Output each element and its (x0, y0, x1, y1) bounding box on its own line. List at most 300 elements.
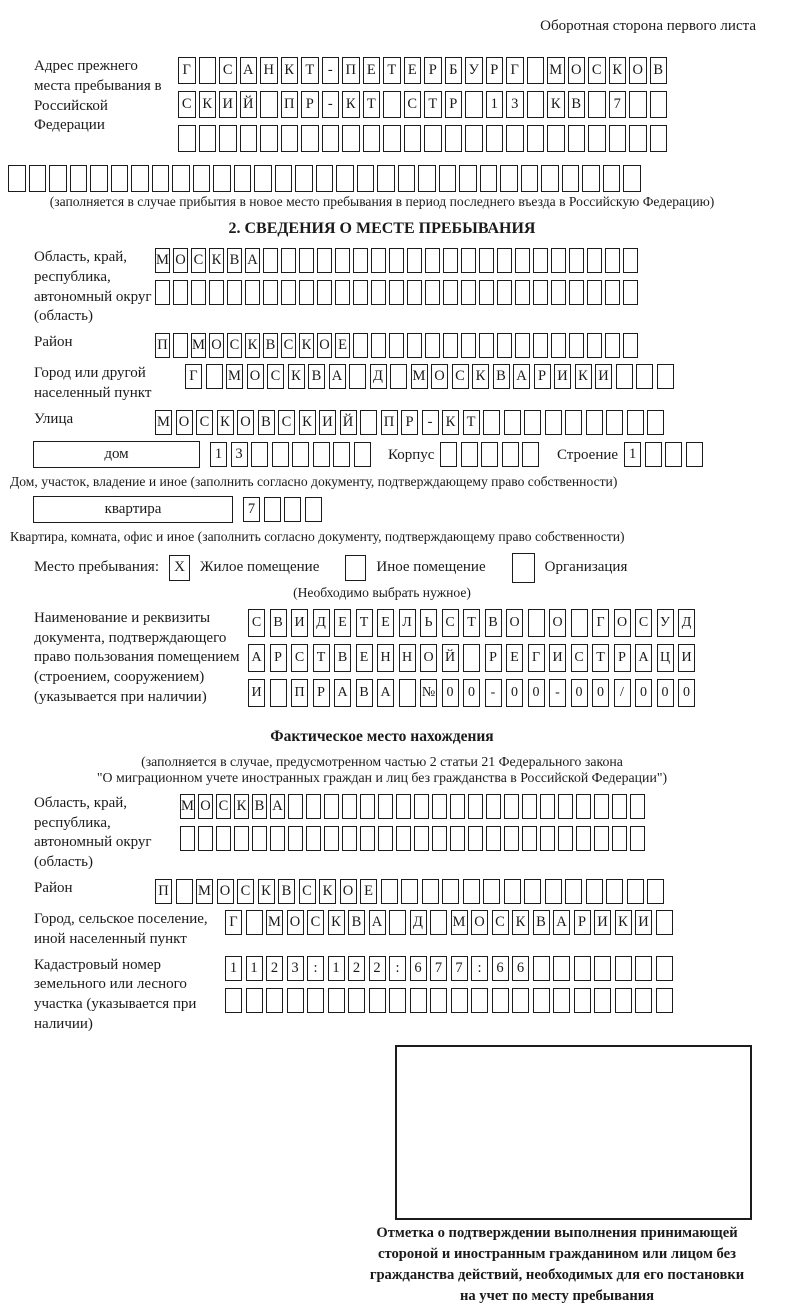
char-cell: : (389, 956, 406, 981)
char-cell: В (493, 364, 510, 389)
char-cell (360, 826, 375, 851)
char-cell: Е (334, 609, 351, 637)
char-cell (582, 165, 600, 192)
char-cell (443, 333, 458, 358)
char-cell: Г (592, 609, 609, 637)
char-cell (588, 91, 606, 118)
char-cell (335, 280, 350, 305)
char-cell (251, 442, 268, 467)
char-cell (609, 125, 627, 152)
char-cell (502, 442, 519, 467)
district-cells (155, 333, 641, 358)
char-cell (342, 794, 357, 819)
char-cell: О (287, 910, 304, 935)
char-cell (524, 410, 541, 435)
char-cell (399, 679, 416, 707)
char-cell (313, 442, 330, 467)
char-cell (246, 988, 263, 1013)
char-cell: К (615, 910, 632, 935)
char-cell: Р (534, 364, 551, 389)
char-cell (317, 248, 332, 273)
char-cell: И (635, 910, 652, 935)
char-cell (568, 125, 586, 152)
prev-address-block (8, 57, 756, 159)
region-rows (155, 248, 641, 312)
char-cell: 0 (592, 679, 609, 707)
stay-type-note: (Необходимо выбрать нужное) (293, 584, 471, 600)
char-cell: В (533, 910, 550, 935)
actual-region-row-1 (180, 794, 648, 819)
char-cell (173, 280, 188, 305)
char-cell: 1 (328, 956, 345, 981)
char-cell (307, 988, 324, 1013)
char-cell: Д (678, 609, 695, 637)
char-cell (623, 280, 638, 305)
char-cell: О (431, 364, 448, 389)
char-cell (407, 280, 422, 305)
char-cell (439, 165, 457, 192)
char-cell: Р (574, 910, 591, 935)
region-label: Область, край, республика, автономный округ (область) (34, 249, 152, 325)
char-cell: Т (424, 91, 442, 118)
char-cell: 2 (266, 956, 283, 981)
char-cell (425, 248, 440, 273)
char-cell (193, 165, 211, 192)
house-row (8, 441, 756, 468)
char-cell: С (227, 333, 242, 358)
char-cell: Н (399, 644, 416, 672)
char-cell (442, 879, 459, 904)
char-cell (401, 879, 418, 904)
char-cell (647, 879, 664, 904)
char-cell (515, 280, 530, 305)
char-cell: Ь (420, 609, 437, 637)
char-cell (463, 879, 480, 904)
char-cell: С (216, 794, 231, 819)
char-cell (390, 364, 407, 389)
char-cell (587, 333, 602, 358)
char-cell (377, 165, 395, 192)
char-cell: И (549, 644, 566, 672)
char-cell (553, 956, 570, 981)
confirmation-caption-line-1: Отметка о подтверждении выполнения принимающей (376, 1224, 738, 1241)
char-cell (521, 165, 539, 192)
char-cell (565, 410, 582, 435)
char-cell (383, 125, 401, 152)
char-cell (90, 165, 108, 192)
stay-option-other-checkbox (345, 555, 366, 581)
char-cell (533, 280, 548, 305)
char-cell (335, 248, 350, 273)
char-cell (562, 165, 580, 192)
char-cell (630, 794, 645, 819)
actual-location-title: Фактическое место нахождения (270, 727, 494, 745)
char-cell: В (334, 644, 351, 672)
char-cell (515, 333, 530, 358)
char-cell (565, 879, 582, 904)
char-cell: Е (356, 644, 373, 672)
char-cell: О (614, 609, 631, 637)
char-cell (623, 248, 638, 273)
char-cell: С (178, 91, 196, 118)
char-cell: П (381, 410, 398, 435)
actual-city-cells (225, 910, 676, 935)
char-cell (522, 442, 539, 467)
char-cell: К (217, 410, 234, 435)
char-cell: 3 (231, 442, 248, 467)
char-cell: А (553, 910, 570, 935)
char-cell (606, 879, 623, 904)
stay-option-other-label: Иное помещение (376, 559, 486, 576)
char-cell: / (614, 679, 631, 707)
char-cell (527, 57, 545, 84)
char-cell (234, 165, 252, 192)
char-cell (486, 826, 501, 851)
char-cell (245, 280, 260, 305)
city-cells (185, 364, 677, 389)
char-cell (533, 956, 550, 981)
char-cell (553, 988, 570, 1013)
char-cell: К (442, 410, 459, 435)
char-cell: Г (528, 644, 545, 672)
char-cell: 0 (678, 679, 695, 707)
char-cell (443, 248, 458, 273)
char-cell (479, 333, 494, 358)
actual-region-block (8, 794, 756, 873)
char-cell: В (278, 879, 295, 904)
char-cell (260, 125, 278, 152)
char-cell (342, 826, 357, 851)
document-row-3 (248, 679, 700, 707)
char-cell (252, 826, 267, 851)
char-cell: А (377, 679, 394, 707)
char-cell (383, 91, 401, 118)
stay-option-residential-checkbox: X (169, 555, 190, 581)
char-cell: О (471, 910, 488, 935)
stroenie-label: Строение (556, 447, 619, 464)
char-cell (369, 988, 386, 1013)
cadastre-row-2 (225, 988, 676, 1013)
char-cell: Т (363, 91, 381, 118)
actual-location-note-2: "О миграционном учете иностранных граждан и лиц без гражданства в Российской Федерации") (96, 769, 668, 785)
char-cell: В (308, 364, 325, 389)
char-cell (306, 794, 321, 819)
char-cell: Г (506, 57, 524, 84)
char-cell: И (248, 679, 265, 707)
char-cell (360, 794, 375, 819)
char-cell (606, 410, 623, 435)
char-cell (605, 248, 620, 273)
house-caption: Дом, участок, владение и иное (заполнить согласно документу, подтверждающему право собственности) (10, 473, 618, 489)
char-cell: 7 (451, 956, 468, 981)
char-cell: 0 (571, 679, 588, 707)
char-cell: М (451, 910, 468, 935)
page-header-note: Оборотная сторона первого листа (540, 18, 756, 34)
char-cell: Т (592, 644, 609, 672)
char-cell: С (635, 609, 652, 637)
char-cell (407, 333, 422, 358)
char-cell (512, 988, 529, 1013)
char-cell (656, 988, 673, 1013)
char-cell: У (657, 609, 674, 637)
char-cell (398, 165, 416, 192)
stay-type-row (8, 553, 756, 583)
char-cell (333, 442, 350, 467)
char-cell (371, 280, 386, 305)
char-cell: Р (401, 410, 418, 435)
char-cell: О (173, 248, 188, 273)
char-cell (522, 826, 537, 851)
char-cell: П (281, 91, 299, 118)
char-cell (49, 165, 67, 192)
char-cell: П (291, 679, 308, 707)
char-cell: К (281, 57, 299, 84)
prev-address-row-4 (8, 165, 756, 192)
char-cell: О (340, 879, 357, 904)
char-cell (284, 497, 301, 522)
char-cell: 1 (210, 442, 227, 467)
char-cell (371, 333, 386, 358)
char-cell: В (650, 57, 668, 84)
char-cell (424, 125, 442, 152)
char-cell (301, 125, 319, 152)
char-cell: С (492, 910, 509, 935)
char-cell: 3 (287, 956, 304, 981)
char-cell (483, 879, 500, 904)
char-cell (450, 826, 465, 851)
char-cell (468, 826, 483, 851)
char-cell (571, 609, 588, 637)
korpus-cells (440, 442, 543, 467)
char-cell: - (322, 91, 340, 118)
char-cell (206, 364, 223, 389)
char-cell (504, 826, 519, 851)
char-cell (353, 280, 368, 305)
char-cell: В (348, 910, 365, 935)
char-cell (389, 280, 404, 305)
char-cell (389, 910, 406, 935)
char-cell: : (471, 956, 488, 981)
char-cell: У (465, 57, 483, 84)
char-cell (324, 794, 339, 819)
char-cell (288, 826, 303, 851)
char-cell: Т (313, 644, 330, 672)
char-cell: О (549, 609, 566, 637)
char-cell (504, 794, 519, 819)
char-cell (486, 794, 501, 819)
char-cell: Е (360, 879, 377, 904)
char-cell: К (245, 333, 260, 358)
char-cell: 1 (624, 442, 641, 467)
document-row-2 (248, 644, 700, 672)
char-cell (576, 794, 591, 819)
apartment-cells (243, 497, 325, 522)
cadastre-row-1 (225, 956, 676, 981)
actual-location-note-1: (заполняется в случае, предусмотренном частью 2 статьи 21 Федерального закона (141, 753, 623, 769)
char-cell: 7 (430, 956, 447, 981)
char-cell (657, 364, 674, 389)
char-cell (647, 410, 664, 435)
char-cell: - (485, 679, 502, 707)
char-cell (541, 165, 559, 192)
char-cell: А (248, 644, 265, 672)
stay-option-residential-label: Жилое помещение (200, 559, 320, 576)
char-cell (225, 988, 242, 1013)
char-cell: С (267, 364, 284, 389)
char-cell (396, 826, 411, 851)
prev-address-row-1 (178, 57, 670, 84)
region-block (8, 248, 756, 327)
char-cell (180, 826, 195, 851)
char-cell: И (319, 410, 336, 435)
char-cell: 2 (348, 956, 365, 981)
char-cell (540, 794, 555, 819)
char-cell: Т (463, 410, 480, 435)
char-cell (551, 280, 566, 305)
char-cell: - (322, 57, 340, 84)
char-cell (360, 410, 377, 435)
char-cell (547, 125, 565, 152)
char-cell: М (226, 364, 243, 389)
char-cell (459, 165, 477, 192)
char-cell: М (196, 879, 213, 904)
char-cell: В (270, 609, 287, 637)
char-cell: А (635, 644, 652, 672)
char-cell: В (227, 248, 242, 273)
char-cell (479, 280, 494, 305)
char-cell (461, 442, 478, 467)
char-cell (445, 125, 463, 152)
char-cell: Е (335, 333, 350, 358)
char-cell (497, 248, 512, 273)
char-cell (172, 165, 190, 192)
prev-address-row-3 (178, 125, 670, 152)
char-cell (461, 248, 476, 273)
char-cell (461, 333, 476, 358)
char-cell: 0 (635, 679, 652, 707)
char-cell (527, 125, 545, 152)
char-cell (627, 879, 644, 904)
char-cell: И (554, 364, 571, 389)
char-cell (430, 988, 447, 1013)
actual-city-block (8, 910, 756, 950)
char-cell: К (299, 333, 314, 358)
char-cell: К (342, 91, 360, 118)
city-label: Город или другой населенный пункт (34, 365, 152, 401)
char-cell (371, 248, 386, 273)
region-row-1 (155, 248, 641, 273)
char-cell (216, 826, 231, 851)
district-label: Район (34, 334, 73, 351)
char-cell: Р (301, 91, 319, 118)
char-cell: - (549, 679, 566, 707)
char-cell (645, 442, 662, 467)
char-cell (305, 497, 322, 522)
char-cell: Г (185, 364, 202, 389)
char-cell: К (209, 248, 224, 273)
char-cell (522, 794, 537, 819)
char-cell (270, 826, 285, 851)
char-cell (111, 165, 129, 192)
char-cell (605, 333, 620, 358)
char-cell: К (547, 91, 565, 118)
char-cell: О (176, 410, 193, 435)
region-row-2 (155, 280, 641, 305)
char-cell: № (420, 679, 437, 707)
actual-region-rows (180, 794, 648, 858)
char-cell (612, 826, 627, 851)
char-cell (357, 165, 375, 192)
char-cell (497, 280, 512, 305)
prev-address-caption: (заполняется в случае прибытия в новое место пребывания в период последнего въезда в Российскую Федерацию) (49, 194, 715, 209)
char-cell: : (307, 956, 324, 981)
char-cell: О (198, 794, 213, 819)
char-cell (605, 280, 620, 305)
char-cell (70, 165, 88, 192)
char-cell (623, 165, 641, 192)
char-cell (240, 125, 258, 152)
char-cell: Р (270, 644, 287, 672)
char-cell (465, 125, 483, 152)
char-cell: И (678, 644, 695, 672)
actual-region-row-2 (180, 826, 648, 851)
char-cell (178, 125, 196, 152)
char-cell (574, 988, 591, 1013)
actual-region-label: Область, край, республика, автономный округ (область) (34, 794, 152, 871)
char-cell: Т (383, 57, 401, 84)
prev-address-label: Адрес прежнего места пребывания в Российской Федерации (34, 58, 162, 134)
char-cell (432, 826, 447, 851)
char-cell (686, 442, 703, 467)
char-cell: П (155, 879, 172, 904)
char-cell: Р (445, 91, 463, 118)
char-cell: Т (301, 57, 319, 84)
char-cell (404, 125, 422, 152)
char-cell (281, 125, 299, 152)
char-cell: 6 (410, 956, 427, 981)
document-row-1 (248, 609, 700, 637)
char-cell (322, 125, 340, 152)
char-cell (422, 879, 439, 904)
char-cell: 0 (506, 679, 523, 707)
char-cell: С (588, 57, 606, 84)
char-cell (533, 333, 548, 358)
char-cell (479, 248, 494, 273)
char-cell (650, 91, 668, 118)
char-cell (414, 794, 429, 819)
char-cell: С (248, 609, 265, 637)
char-cell (8, 165, 26, 192)
char-cell: И (594, 910, 611, 935)
char-cell: Д (410, 910, 427, 935)
char-cell (615, 956, 632, 981)
char-cell: В (356, 679, 373, 707)
char-cell (481, 442, 498, 467)
char-cell: М (155, 248, 170, 273)
char-cell (594, 794, 609, 819)
char-cell (336, 165, 354, 192)
char-cell (463, 644, 480, 672)
char-cell (407, 248, 422, 273)
char-cell: Б (445, 57, 463, 84)
char-cell (199, 57, 217, 84)
char-cell (131, 165, 149, 192)
char-cell (425, 333, 440, 358)
char-cell: Р (486, 57, 504, 84)
char-cell (627, 410, 644, 435)
char-cell (465, 91, 483, 118)
char-cell (354, 442, 371, 467)
